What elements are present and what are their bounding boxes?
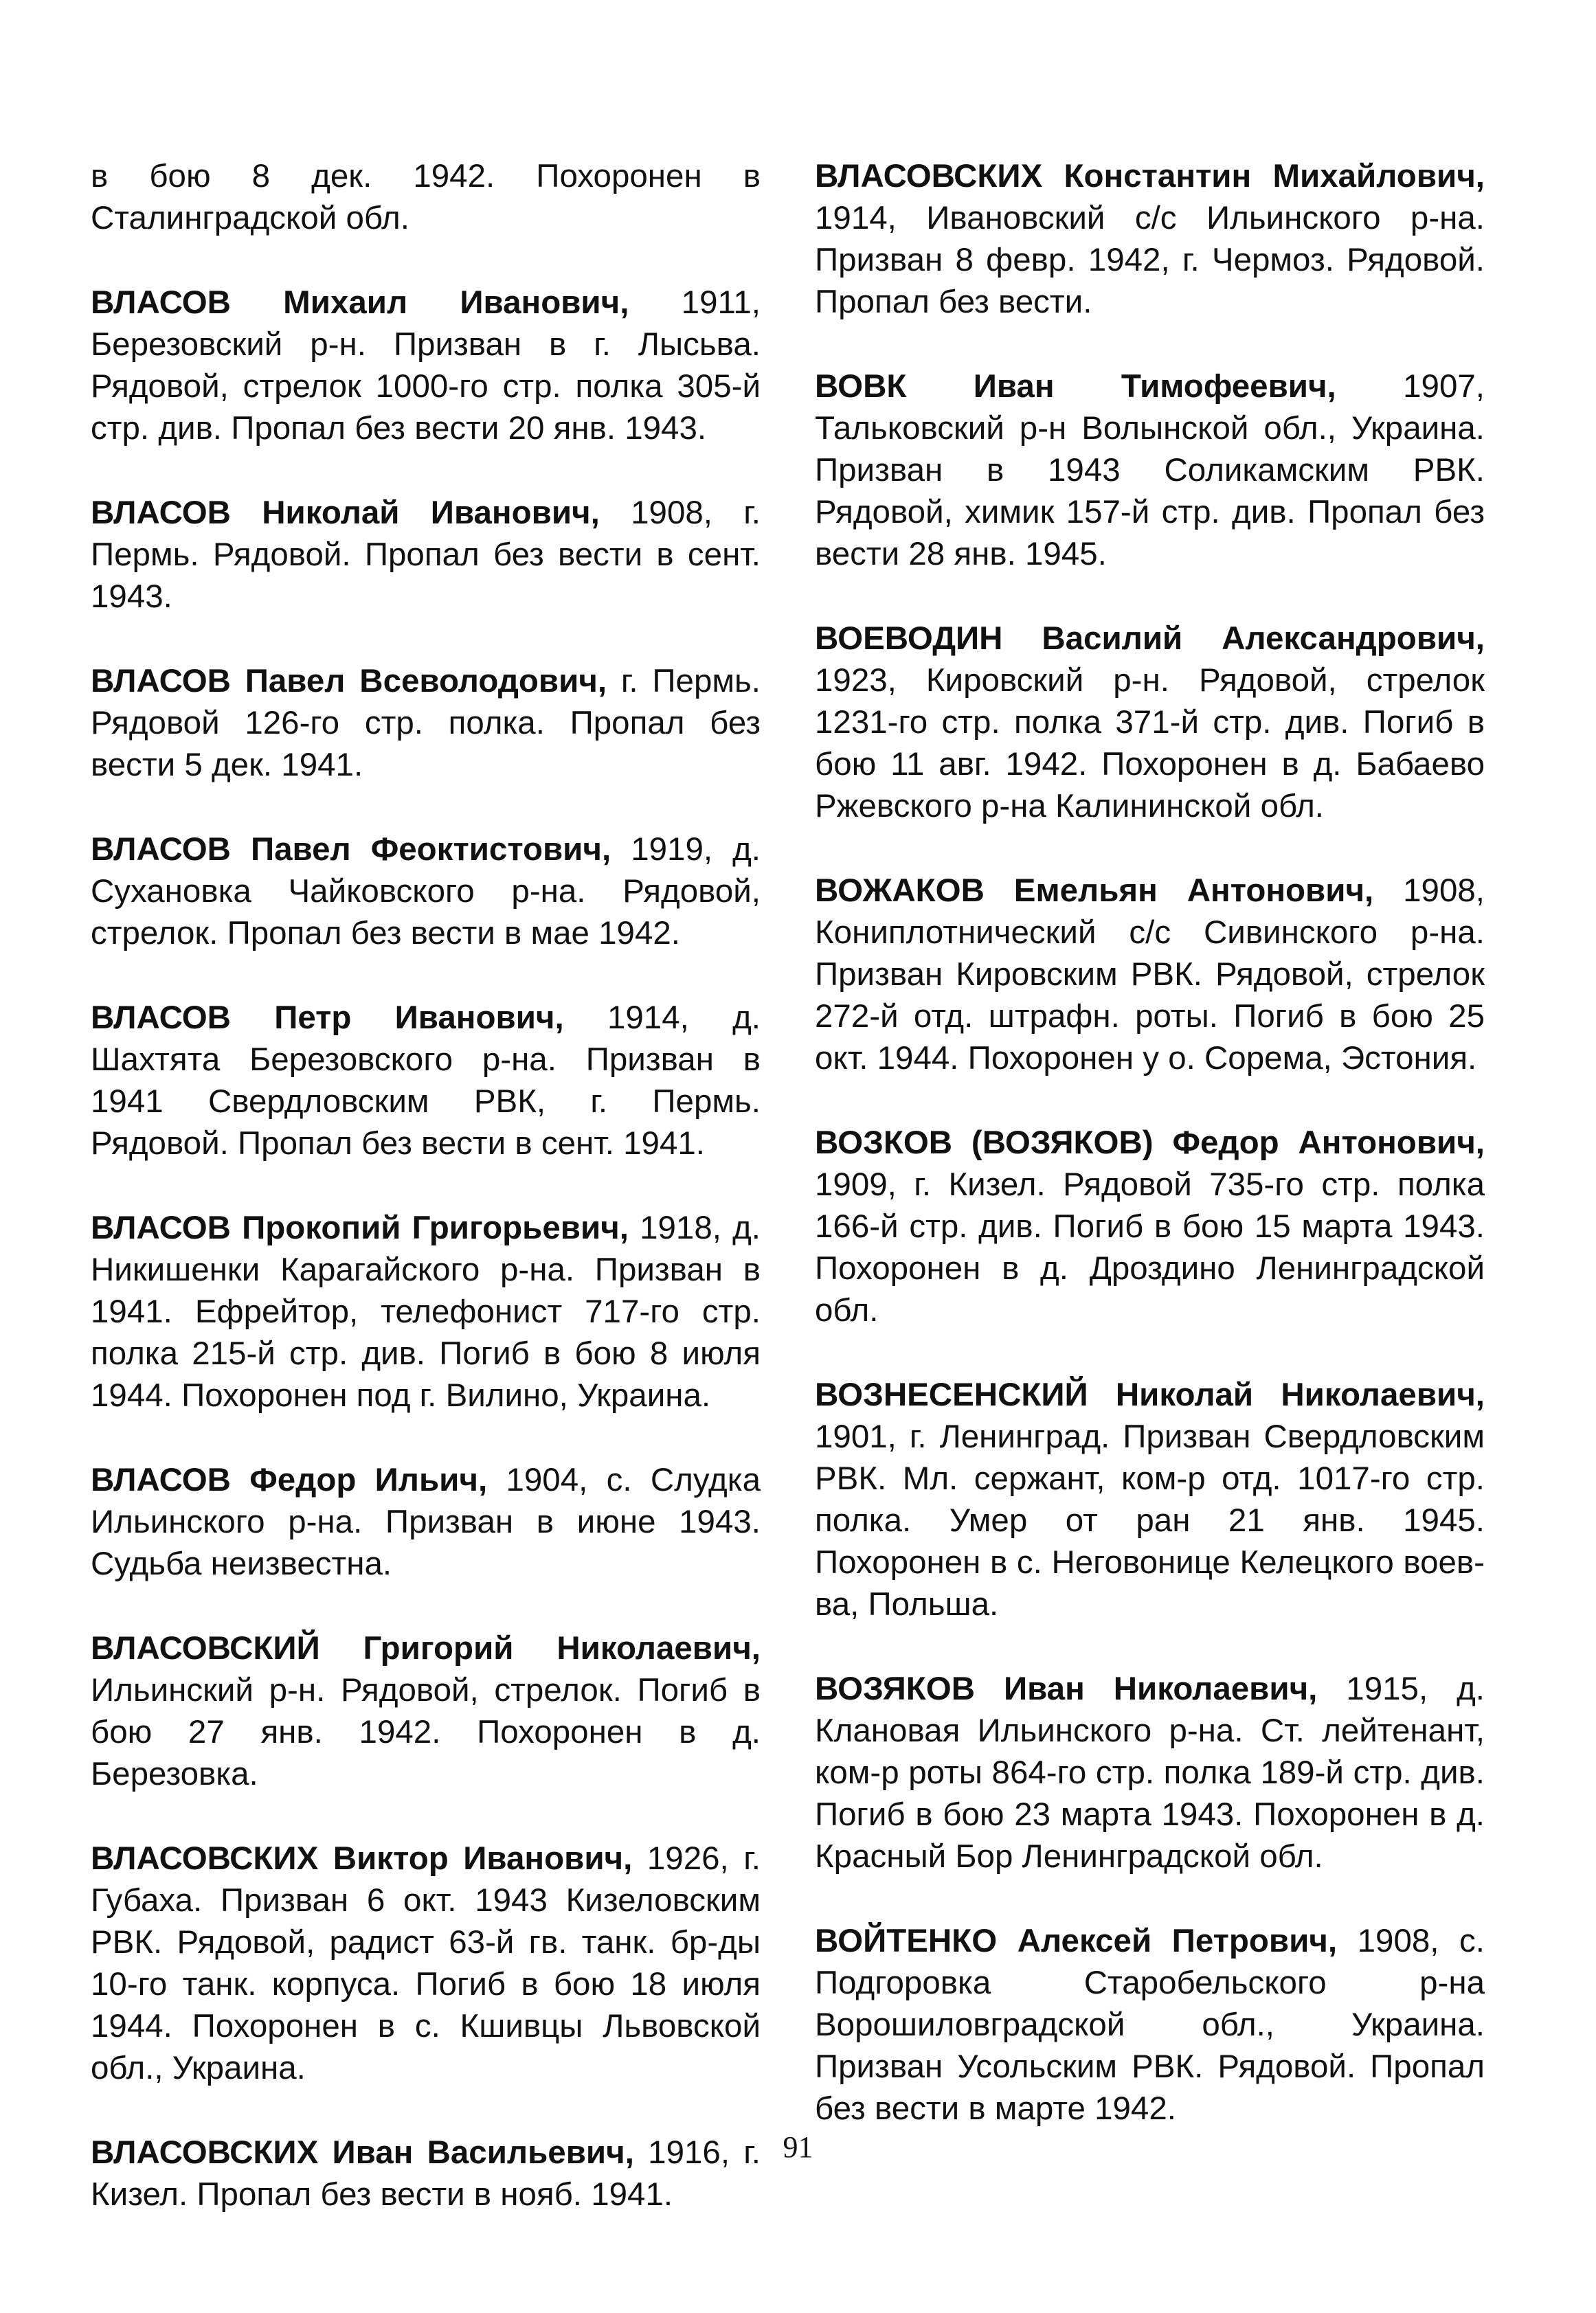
entry-name: ВОЖАКОВ Емельян Антонович,	[815, 872, 1374, 909]
entry-text: 1914, Ивановский с/с Ильинского р-на. Призван 8 февр. 1942, г. Чермоз. Рядовой. Пропал без вести.	[815, 200, 1485, 320]
entry	[91, 1207, 761, 1417]
entry	[91, 282, 761, 449]
entry-text: 1911, Березовский р-н. Призван в г. Лысьва. Рядовой, стрелок 1000-го стр. полка 305-й стр. див. Пропал без вести 20 янв. 1943.	[91, 284, 761, 447]
entry-name: ВОЗЯКОВ Иван Николаевич,	[815, 1671, 1318, 1707]
entry-text: 1904, с. Слудка Ильинского р-на. Призван в июне 1943. Судьба неизвестна.	[91, 1462, 761, 1582]
entry-name: ВЛАСОВ Федор Ильич,	[91, 1462, 488, 1498]
entry-name: ВЛАСОВСКИЙ Григорий Николаевич,	[91, 1630, 761, 1667]
entry	[815, 1122, 1485, 1331]
entry-text: 1918, д. Никишенки Карагайского р-на. Призван в 1941. Ефрейтор, телефонист 717-го стр. полка 215-й стр. див. Погиб в бою 8 июля 1944. Похоронен под г. Вилино, Украина.	[91, 1210, 761, 1414]
entry	[815, 155, 1485, 323]
entry-text: 1919, д. Сухановка Чайковского р-на. Рядовой, стрелок. Пропал без вести в мае 1942.	[91, 831, 761, 951]
entry-text: 1914, д. Шахтята Березовского р-на. Призван в 1941 Свердловским РВК, г. Пермь. Рядовой. Пропал без вести в сент. 1941.	[91, 1000, 761, 1162]
entry-text: 1908, с. Подгоровка Старобельского р-на Ворошиловградской обл., Украина. Призван Усольским РВК. Рядовой. Пропал без вести в марте 1942.	[815, 1923, 1485, 2127]
entry	[91, 828, 761, 954]
entry-name: ВЛАСОВ Прокопий Григорьевич,	[91, 1210, 629, 1246]
entry-continuation	[91, 155, 761, 239]
entry	[91, 492, 761, 618]
entry-text: 1916, г. Кизел. Пропал без вести в нояб. 1941.	[91, 2134, 761, 2213]
entry-name: ВОЗКОВ (ВОЗЯКОВ) Федор Антонович,	[815, 1125, 1485, 1161]
entry-name: ВЛАСОВ Павел Всеволодович,	[91, 663, 607, 699]
entry-text: Ильинский р-н. Рядовой, стрелок. Погиб в бою 27 янв. 1942. Похоронен в д. Березовка.	[91, 1672, 761, 1792]
entry-name: ВЛАСОВ Николай Иванович,	[91, 495, 600, 531]
right-column	[815, 155, 1485, 2172]
entry	[91, 997, 761, 1164]
entry	[91, 660, 761, 786]
entry-name: ВОЕВОДИН Василий Александрович,	[815, 620, 1485, 657]
entry	[91, 1459, 761, 1585]
entry-text: 1901, г. Ленинград. Призван Свердловским РВК. Мл. сержант, ком-р отд. 1017-го стр. полка. Умер от ран 21 янв. 1945. Похоронен в с. Неговонице Келецкого воев-ва, Польша.	[815, 1419, 1485, 1623]
entry-name: ВЛАСОВСКИХ Константин Михайлович,	[815, 158, 1485, 194]
entry	[91, 1838, 761, 2089]
entry	[91, 1627, 761, 1795]
page-number: 91	[783, 2130, 813, 2164]
entry-text: 1926, г. Губаха. Призван 6 окт. 1943 Кизеловским РВК. Рядовой, радист 63-й гв. танк. бр-ды 10-го танк. корпуса. Погиб в бою 18 июля 1944. Похоронен в с. Кшивцы Львовской обл., Украина.	[91, 1840, 761, 2086]
entry-text: 1907, Тальковский р-н Волынской обл., Украина. Призван в 1943 Соликамским РВК. Рядовой, химик 157-й стр. див. Пропал без вести 28 янв. 1945.	[815, 368, 1485, 572]
entry	[815, 870, 1485, 1079]
left-column	[91, 155, 761, 2258]
entry-name: ВОВК Иван Тимофеевич,	[815, 368, 1336, 405]
entry-name: ВЛАСОВ Павел Феоктистович,	[91, 831, 611, 868]
entry-name: ВЛАСОВ Михаил Иванович,	[91, 284, 629, 321]
entry-name: ВЛАСОВ Петр Иванович,	[91, 1000, 564, 1036]
entry	[815, 365, 1485, 575]
entry-text: г. Пермь. Рядовой 126-го стр. полка. Пропал без вести 5 дек. 1941.	[91, 663, 761, 783]
entry	[815, 618, 1485, 827]
entry	[815, 1668, 1485, 1877]
entry-text: 1908, Кониплотнический с/с Сивинского р-на. Призван Кировским РВК. Рядовой, стрелок 272-й отд. штрафн. роты. Погиб в бою 25 окт. 1944. Похоронен у о. Сорема, Эстония.	[815, 872, 1485, 1076]
entry-text: 1908, г. Пермь. Рядовой. Пропал без вести в сент. 1943.	[91, 495, 761, 615]
entry-name: ВЛАСОВСКИХ Виктор Иванович,	[91, 1840, 633, 1877]
entry-text: 1915, д. Клановая Ильинского р-на. Ст. лейтенант, ком-р роты 864-го стр. полка 189-й стр. див. Погиб в бою 23 марта 1943. Похоронен в д. Красный Бор Ленинградской обл.	[815, 1671, 1485, 1875]
entry-name: ВОЙТЕНКО Алексей Петрович,	[815, 1923, 1338, 1959]
entry-name: ВОЗНЕСЕНСКИЙ Николай Николаевич,	[815, 1377, 1485, 1413]
entry-text: 1909, г. Кизел. Рядовой 735-го стр. полка 166-й стр. див. Погиб в бою 15 марта 1943. Похоронен в д. Дроздино Ленинградской обл.	[815, 1166, 1485, 1329]
entry-text: 1923, Кировский р-н. Рядовой, стрелок 1231-го стр. полка 371-й стр. див. Погиб в бою 11 авг. 1942. Похоронен в д. Бабаево Ржевского р-на Калининской обл.	[815, 662, 1485, 824]
entry-name: ВЛАСОВСКИХ Иван Васильевич,	[91, 2134, 634, 2171]
entry-text: в бою 8 дек. 1942. Похоронен в Сталинградской обл.	[91, 158, 761, 236]
entry	[815, 1920, 1485, 2130]
entry	[815, 1374, 1485, 1625]
